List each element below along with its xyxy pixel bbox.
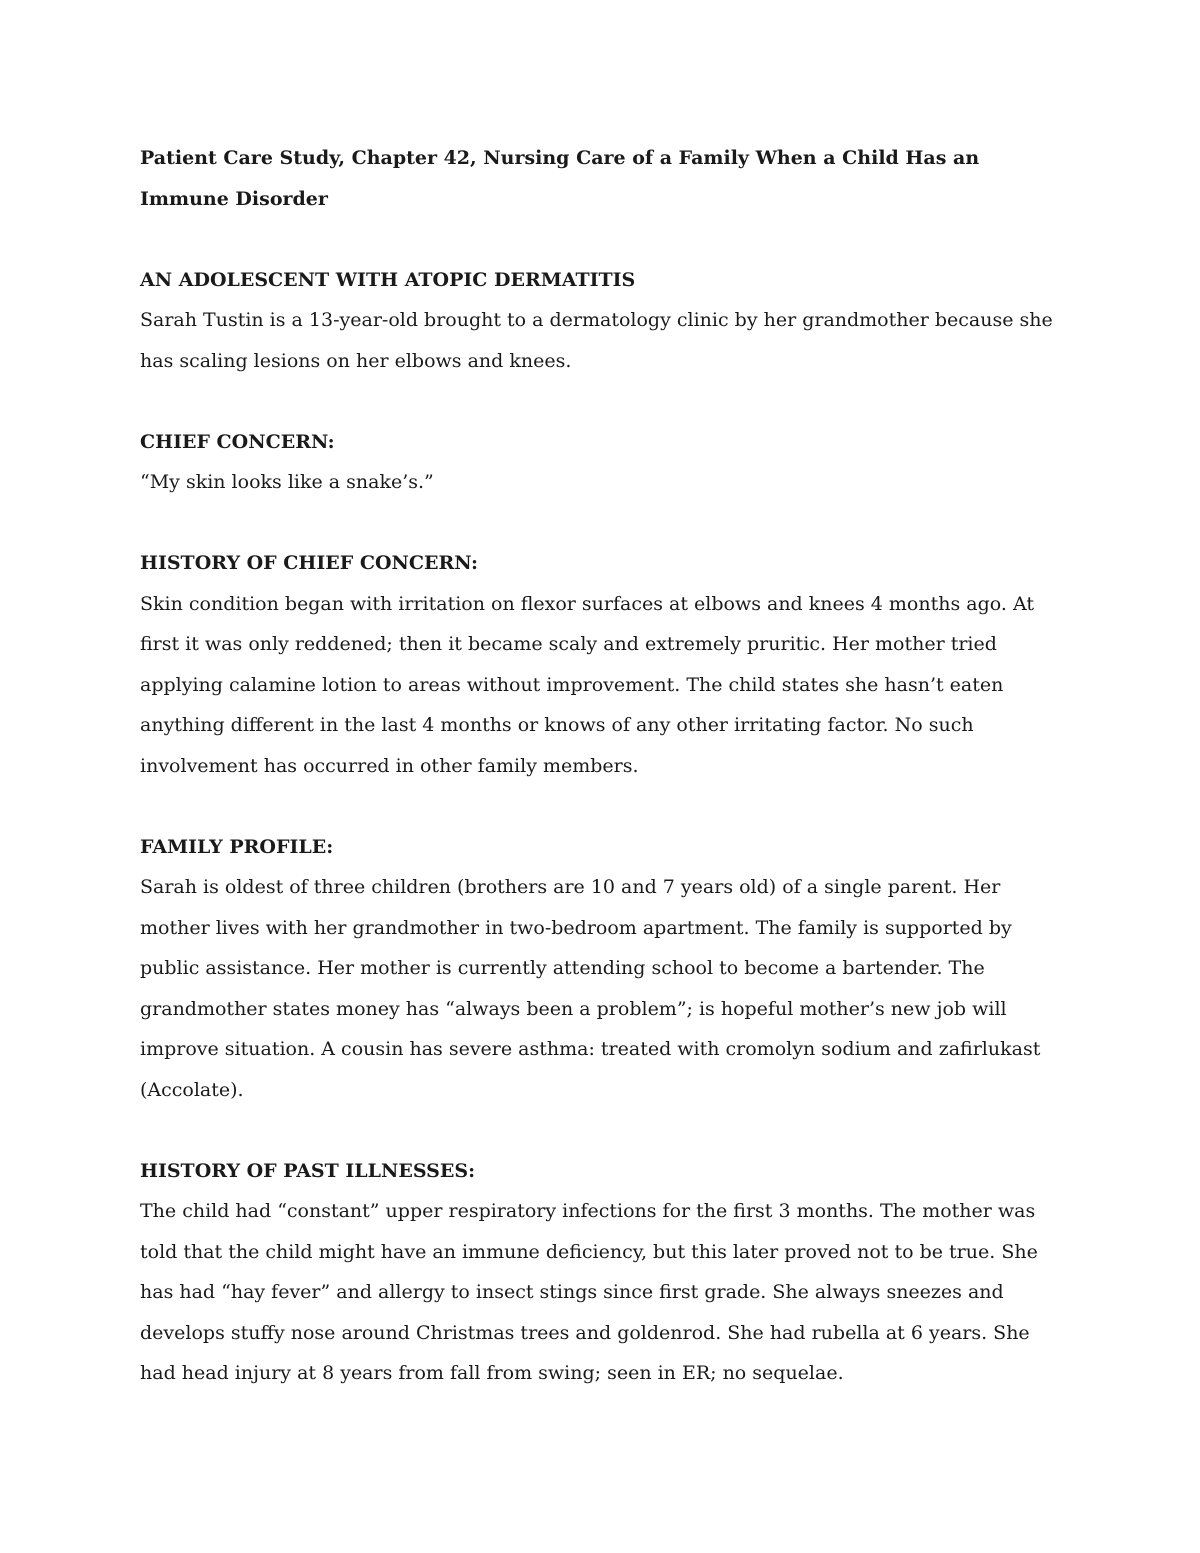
- spacer: [140, 1110, 1060, 1151]
- section-family-profile: [140, 827, 1060, 1111]
- case-intro: Sarah Tustin is a 13-year-old brought to a dermatology clinic by her grandmother because she has scaling lesions on her elbows and knees.: [140, 309, 1053, 372]
- section-history-of-past-illnesses: [140, 1151, 1060, 1394]
- case-heading: AN ADOLESCENT WITH ATOPIC DERMATITIS: [140, 268, 636, 291]
- section-history-of-chief-concern: [140, 543, 1060, 786]
- section-chief-concern: [140, 422, 1060, 503]
- section-heading: HISTORY OF CHIEF CONCERN:: [140, 552, 478, 574]
- section-text: Sarah is oldest of three children (brothers are 10 and 7 years old) of a single parent. Her mother lives with her grandmother in two-bedroom apartment. The family is supported by public assistance. Her mother is currently attending school to become a bartender. The grandmother states money has “always been a problem”; is hopeful mother’s new job will improve situation. A cousin has severe asthma: treated with cromolyn sodium and zafirlukast (Accolate).: [140, 876, 1041, 1101]
- section-text: “My skin looks like a snake’s.”: [140, 471, 434, 493]
- spacer: [140, 219, 1060, 260]
- document-title: Patient Care Study, Chapter 42, Nursing Care of a Family When a Child Has an Immune Disorder: [140, 147, 980, 210]
- section-heading: CHIEF CONCERN:: [140, 430, 335, 453]
- section-text: The child had “constant” upper respiratory infections for the first 3 months. The mother was told that the child might have an immune deficiency, but this later proved not to be true. She has had “hay fever” and allergy to insect stings since first grade. She always sneezes and develops stuffy nose around Christmas trees and goldenrod. She had rubella at 6 years. She had head injury at 8 years from fall from swing; seen in ER; no sequelae.: [140, 1200, 1038, 1384]
- spacer: [140, 503, 1060, 544]
- section-text: Skin condition began with irritation on flexor surfaces at elbows and knees 4 months ago. At first it was only reddened; then it became scaly and extremely pruritic. Her mother tried applying calamine lotion to areas without improvement. The child states she hasn’t eaten anything different in the last 4 months or knows of any other irritating factor. No such involvement has occurred in other family members.: [140, 592, 1034, 777]
- spacer: [140, 786, 1060, 827]
- document-page: [140, 138, 1060, 1394]
- section-heading: FAMILY PROFILE:: [140, 835, 334, 858]
- section-heading: HISTORY OF PAST ILLNESSES:: [140, 1159, 476, 1182]
- spacer: [140, 381, 1060, 422]
